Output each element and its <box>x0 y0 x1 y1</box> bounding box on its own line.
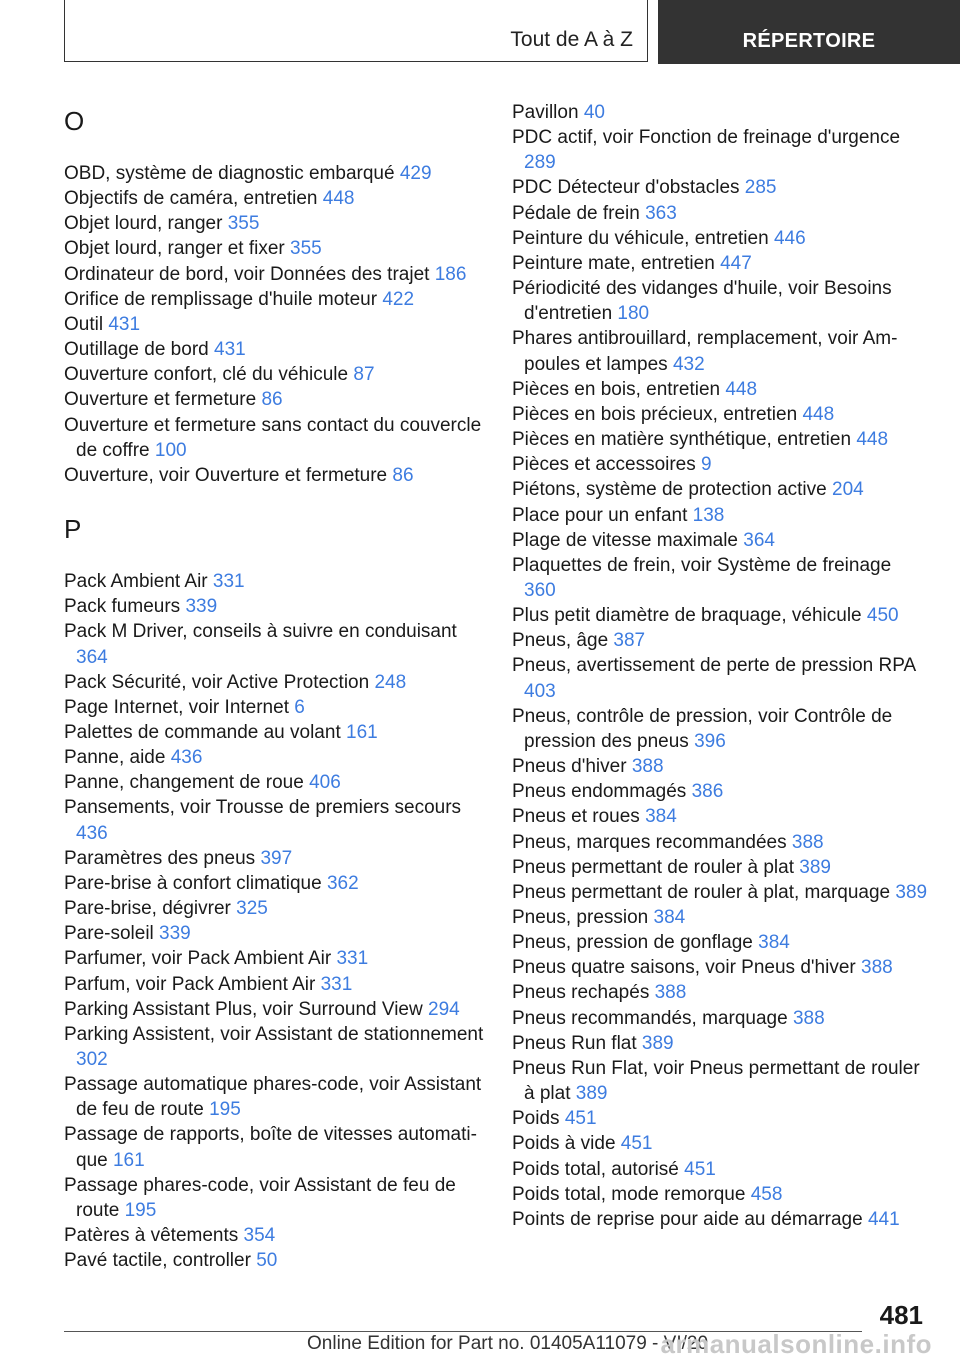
index-entry <box>512 704 928 754</box>
page-link[interactable]: 397 <box>260 847 293 869</box>
index-entry <box>512 477 928 502</box>
page-link[interactable]: 86 <box>261 389 283 411</box>
index-entry <box>512 377 928 402</box>
index-entry-text: Pneus, pression de gonflage <box>512 932 753 954</box>
index-entry-text: Pneus quatre saisons, voir Pneus d'hiver <box>512 957 856 979</box>
page-link[interactable]: 289 <box>524 152 556 174</box>
index-entry-text: Pneus et roues <box>512 806 640 828</box>
index-entry <box>512 1031 928 1056</box>
index-entry <box>512 402 928 427</box>
page-link[interactable]: 451 <box>564 1108 597 1130</box>
index-entry-text: Pneus rechapés <box>512 982 650 1004</box>
page-link[interactable]: 388 <box>631 756 664 778</box>
page-link[interactable]: 448 <box>856 429 889 451</box>
page-link[interactable]: 451 <box>684 1158 716 1180</box>
page-link[interactable]: 195 <box>124 1199 157 1221</box>
index-entry-text: Pneus recommandés, marquage <box>512 1007 788 1029</box>
page-number: 481 <box>879 1300 923 1330</box>
index-entry <box>64 896 484 921</box>
page-link[interactable]: 441 <box>867 1208 900 1230</box>
index-entry-text: Passage automatique phares-code, voir Assistant de feu de route <box>64 1074 482 1121</box>
page-link[interactable]: 195 <box>209 1099 241 1121</box>
index-entry-text: Paramètres des pneus <box>64 847 256 869</box>
page-link[interactable]: 403 <box>524 680 556 702</box>
page-link[interactable]: 9 <box>701 454 712 476</box>
index-entry <box>512 980 928 1005</box>
index-entry-text: Objet lourd, ranger et fixer <box>64 238 285 260</box>
page-link[interactable]: 458 <box>750 1183 783 1205</box>
page-link[interactable]: 447 <box>720 252 752 274</box>
index-entry-text: Passage phares-code, voir Assistant de feu de route <box>64 1174 456 1221</box>
index-entry-text: Page Internet, voir Internet <box>64 696 289 718</box>
page-link[interactable]: 388 <box>654 982 687 1004</box>
index-entry-text: Pansements, voir Trousse de premiers secours <box>64 797 462 819</box>
page-link[interactable]: 446 <box>773 227 806 249</box>
index-entry <box>512 201 928 226</box>
page-link[interactable]: 422 <box>382 288 415 310</box>
index-entry-text: Patères à vêtements <box>64 1225 239 1247</box>
index-entry <box>64 745 484 770</box>
index-entry <box>64 211 484 236</box>
index-entry-text: PDC Détecteur d'obstacles <box>512 177 740 199</box>
index-entry-text: Pneus d'hiver <box>512 756 627 778</box>
index-entry <box>64 262 484 287</box>
index-entry-text: Ouverture confort, clé du véhicule <box>64 364 349 386</box>
index-entry <box>64 1248 484 1273</box>
page-link[interactable]: 436 <box>76 822 108 844</box>
index-entry-text: Pare-soleil <box>64 923 154 945</box>
index-entry-text: Pièces et accessoires <box>512 454 696 476</box>
index-entry <box>64 871 484 896</box>
page-link[interactable]: 432 <box>672 353 705 375</box>
index-entry <box>64 795 484 845</box>
index-entry <box>64 972 484 997</box>
page-link[interactable]: 355 <box>290 238 322 260</box>
index-entry-text: Pavé tactile, controller <box>64 1250 251 1272</box>
index-entry <box>64 720 484 745</box>
index-entry <box>64 846 484 871</box>
page-link[interactable]: 325 <box>236 898 268 920</box>
index-column-left <box>64 100 484 1273</box>
page-link[interactable]: 186 <box>434 263 467 285</box>
index-entry <box>64 946 484 971</box>
index-entry <box>512 880 928 905</box>
section-letter-o: O <box>64 106 85 136</box>
index-entry-text: Pneus, âge <box>512 630 609 652</box>
index-entry <box>512 603 928 628</box>
page-link[interactable]: 389 <box>895 881 928 903</box>
index-entry-text: Périodicité des vidanges d'huile, voir Besoins d'entretien <box>512 278 892 325</box>
page-link[interactable]: 448 <box>322 188 355 210</box>
index-entry-text: Pack M Driver, conseils à suivre en conduisant <box>64 621 457 643</box>
page-link[interactable]: 204 <box>832 479 864 501</box>
index-entry <box>512 175 928 200</box>
page-link[interactable]: 429 <box>399 163 432 184</box>
tab-repertoire-label: RÉPERTOIRE <box>742 30 876 52</box>
page-link[interactable]: 364 <box>76 646 108 668</box>
index-entry-text: OBD, système de diagnostic embarqué <box>64 163 395 184</box>
index-entry <box>64 186 484 211</box>
index-entry <box>64 770 484 795</box>
index-entry-text: Poids à vide <box>512 1133 616 1155</box>
index-entry <box>64 594 484 619</box>
index-entry-text: Passage de rapports, boîte de vitesses automatique <box>64 1124 477 1171</box>
index-entry-text: Pneus, marques recommandées <box>512 831 787 853</box>
page-link[interactable]: 388 <box>792 1007 825 1029</box>
index-entry <box>512 125 928 175</box>
index-entry-text: Ouverture, voir Ouverture et fermeture <box>64 464 388 486</box>
index-entry-text: Panne, aide <box>64 747 166 769</box>
index-entry-text: Pneus, contrôle de pression, voir Contrôle de pression des pneus <box>512 705 893 752</box>
index-entry-text: Piétons, système de protection active <box>512 479 827 501</box>
index-entry-text: Parking Assistent, voir Assistant de stationnement <box>64 1023 484 1045</box>
page-link[interactable]: 180 <box>617 303 650 325</box>
index-entry-text: Objet lourd, ranger <box>64 213 223 235</box>
index-entry-text: Plaquettes de frein, voir Système de freinage <box>512 554 892 576</box>
index-entry-text: Pare-brise à confort climatique <box>64 872 322 894</box>
index-entry-text: Pneus, pression <box>512 907 649 928</box>
page-link[interactable]: 386 <box>691 781 724 803</box>
index-entry <box>64 337 484 362</box>
index-entry-text: Palettes de commande au volant <box>64 721 341 743</box>
top-navigation <box>64 0 960 64</box>
index-list-right <box>512 100 928 1232</box>
section-letter-p: P <box>64 514 82 545</box>
page-link[interactable]: 161 <box>346 721 378 743</box>
index-entry-text: Pneus Run flat <box>512 1032 637 1054</box>
index-column-right <box>512 100 928 1232</box>
index-entry <box>64 287 484 312</box>
index-entry <box>64 997 484 1022</box>
index-entry <box>512 226 928 251</box>
page-link[interactable]: 331 <box>336 948 369 970</box>
index-entry-text: Pack Sécurité, voir Active Protection <box>64 671 370 693</box>
index-entry-text: Poids total, autorisé <box>512 1158 679 1180</box>
page-link[interactable]: 450 <box>866 605 899 627</box>
index-entry <box>512 1157 928 1182</box>
page-link[interactable]: 87 <box>353 364 375 386</box>
index-entry-text: Poids <box>512 1108 560 1130</box>
index-entry <box>512 553 928 603</box>
index-entry <box>512 779 928 804</box>
page-link[interactable]: 384 <box>653 907 686 928</box>
index-entry <box>512 452 928 477</box>
index-entry <box>512 905 928 930</box>
index-entry <box>64 463 484 488</box>
page-link[interactable]: 431 <box>214 339 246 361</box>
page-link[interactable]: 285 <box>744 177 777 199</box>
index-entry-text: Ordinateur de bord, voir Données des trajet <box>64 263 430 285</box>
index-entry <box>64 413 484 463</box>
index-entry-text: Pièces en matière synthétique, entretien <box>512 429 852 451</box>
index-entry <box>512 1056 928 1106</box>
index-entry <box>64 619 484 669</box>
index-entry-text: Pavillon <box>512 102 579 123</box>
index-entry-text: Place pour un enfant <box>512 504 688 526</box>
edition-text: Online Edition for Part no. 01405A11079 - VI/20 <box>307 1333 709 1354</box>
tab-a-to-z[interactable] <box>64 0 648 62</box>
index-entry <box>64 387 484 412</box>
index-entry <box>64 670 484 695</box>
index-entry <box>512 326 928 376</box>
page-link[interactable]: 389 <box>575 1083 608 1105</box>
index-entry <box>512 653 928 703</box>
index-entry-text: Pack fumeurs <box>64 596 181 618</box>
page-link[interactable]: 448 <box>802 403 835 425</box>
page-link[interactable]: 354 <box>243 1225 276 1247</box>
index-entry <box>64 1223 484 1248</box>
index-entry-text: PDC actif, voir Fonction de freinage d'urgence <box>512 127 901 149</box>
index-entry-text: Panne, changement de roue <box>64 772 304 794</box>
index-entry-text: Points de reprise pour aide au démarrage <box>512 1208 863 1230</box>
tab-a-to-z-label: Tout de A à Z <box>510 28 633 51</box>
index-entry-text: Outillage de bord <box>64 339 209 361</box>
page-link[interactable]: 50 <box>256 1250 278 1272</box>
index-entry-text: Ouverture et fermeture sans contact du couvercle de coffre <box>64 414 482 461</box>
page-link[interactable]: 100 <box>154 439 187 461</box>
index-entry-text: Poids total, mode remorque <box>512 1183 746 1205</box>
index-entry-text: Pack Ambient Air <box>64 571 208 593</box>
index-entry-text: Parking Assistant Plus, voir Surround View <box>64 998 423 1020</box>
page-link[interactable]: 339 <box>159 923 191 945</box>
page-link[interactable]: 360 <box>524 579 556 601</box>
index-entry-text: Phares antibrouillard, remplacement, voir Ampoules et lampes <box>512 328 898 375</box>
page-link[interactable]: 388 <box>791 831 824 853</box>
page-link[interactable]: 384 <box>645 806 677 828</box>
page-link[interactable]: 331 <box>212 571 245 593</box>
page-link[interactable]: 161 <box>112 1149 145 1171</box>
index-entry <box>512 930 928 955</box>
page-link[interactable]: 339 <box>185 596 218 618</box>
index-entry <box>64 312 484 337</box>
index-entry-text: Pneus, avertissement de perte de pression RPA <box>512 655 916 677</box>
index-entry <box>512 251 928 276</box>
index-entry <box>512 276 928 326</box>
index-entry-text: Pièces en bois, entretien <box>512 378 721 400</box>
index-entry <box>64 1022 484 1072</box>
index-entry <box>64 1122 484 1172</box>
page-link[interactable]: 364 <box>743 529 775 551</box>
page-link[interactable]: 6 <box>294 696 305 718</box>
page-link[interactable]: 362 <box>326 872 359 894</box>
page-link[interactable]: 138 <box>692 504 725 526</box>
index-entry <box>64 161 484 186</box>
index-entry-text: Peinture du véhicule, entretien <box>512 227 769 249</box>
page-link[interactable]: 40 <box>583 102 605 123</box>
page-link[interactable]: 451 <box>620 1133 653 1155</box>
index-list-p <box>64 569 484 1273</box>
index-entry-text: Pare-brise, dégivrer <box>64 898 231 920</box>
page-link[interactable]: 389 <box>799 856 831 878</box>
tab-repertoire[interactable] <box>658 0 960 64</box>
index-entry-text: Objectifs de caméra, entretien <box>64 188 318 210</box>
index-entry-text: Ouverture et fermeture <box>64 389 257 411</box>
page-link[interactable]: 302 <box>76 1049 108 1070</box>
page-link[interactable]: 431 <box>108 313 141 335</box>
index-entry-text: Pédale de frein <box>512 202 640 224</box>
index-entry <box>64 695 484 720</box>
page-link[interactable]: 396 <box>694 730 726 752</box>
index-entry <box>512 628 928 653</box>
index-entry-text: Plus petit diamètre de braquage, véhicule <box>512 605 862 627</box>
index-entry-text: Outil <box>64 313 104 335</box>
index-entry <box>512 1207 928 1232</box>
index-entry-text: Pneus permettant de rouler à plat <box>512 856 795 878</box>
index-entry <box>64 1072 484 1122</box>
page-link[interactable]: 331 <box>320 973 353 995</box>
index-entry <box>512 528 928 553</box>
index-entry <box>64 921 484 946</box>
page-link[interactable]: 436 <box>170 747 203 769</box>
page-link[interactable]: 294 <box>428 998 460 1020</box>
index-entry <box>512 1106 928 1131</box>
page-link[interactable]: 384 <box>758 932 790 954</box>
index-entry-text: Pièces en bois précieux, entretien <box>512 403 798 425</box>
index-entry <box>512 955 928 980</box>
page-link[interactable]: 389 <box>641 1032 674 1054</box>
index-entry <box>512 830 928 855</box>
index-entry-text: Pneus endommagés <box>512 781 687 803</box>
page-link[interactable]: 86 <box>392 464 414 486</box>
index-entry <box>512 100 928 125</box>
page-link[interactable]: 355 <box>227 213 260 235</box>
page-link[interactable]: 363 <box>645 202 677 224</box>
index-entry <box>512 754 928 779</box>
index-entry-text: Pneus Run Flat, voir Pneus permettant de rouler à plat <box>512 1057 920 1105</box>
index-entry <box>512 804 928 829</box>
index-entry <box>512 1182 928 1207</box>
page-link[interactable]: 406 <box>309 772 341 794</box>
index-entry-text: Peinture mate, entretien <box>512 252 715 274</box>
index-list-o <box>64 161 484 488</box>
index-entry-text: Orifice de remplissage d'huile moteur <box>64 288 378 310</box>
index-entry-text: Plage de vitesse maximale <box>512 529 738 551</box>
index-entry-text: Pneus permettant de rouler à plat, marquage <box>512 881 891 903</box>
index-entry <box>512 503 928 528</box>
page-link[interactable]: 388 <box>861 957 893 979</box>
watermark: armanualsonline.info <box>660 1329 932 1359</box>
index-entry <box>512 427 928 452</box>
page-link[interactable]: 448 <box>725 378 758 400</box>
index-entry <box>64 569 484 594</box>
index-entry-text: Parfumer, voir Pack Ambient Air <box>64 948 332 970</box>
index-entry <box>512 1006 928 1031</box>
index-entry <box>64 236 484 261</box>
index-entry <box>512 1131 928 1156</box>
index-entry-text: Parfum, voir Pack Ambient Air <box>64 973 316 995</box>
page-link[interactable]: 387 <box>613 630 646 652</box>
index-entry <box>64 362 484 387</box>
index-entry <box>64 1173 484 1223</box>
page-link[interactable]: 248 <box>374 671 407 693</box>
index-entry <box>512 855 928 880</box>
